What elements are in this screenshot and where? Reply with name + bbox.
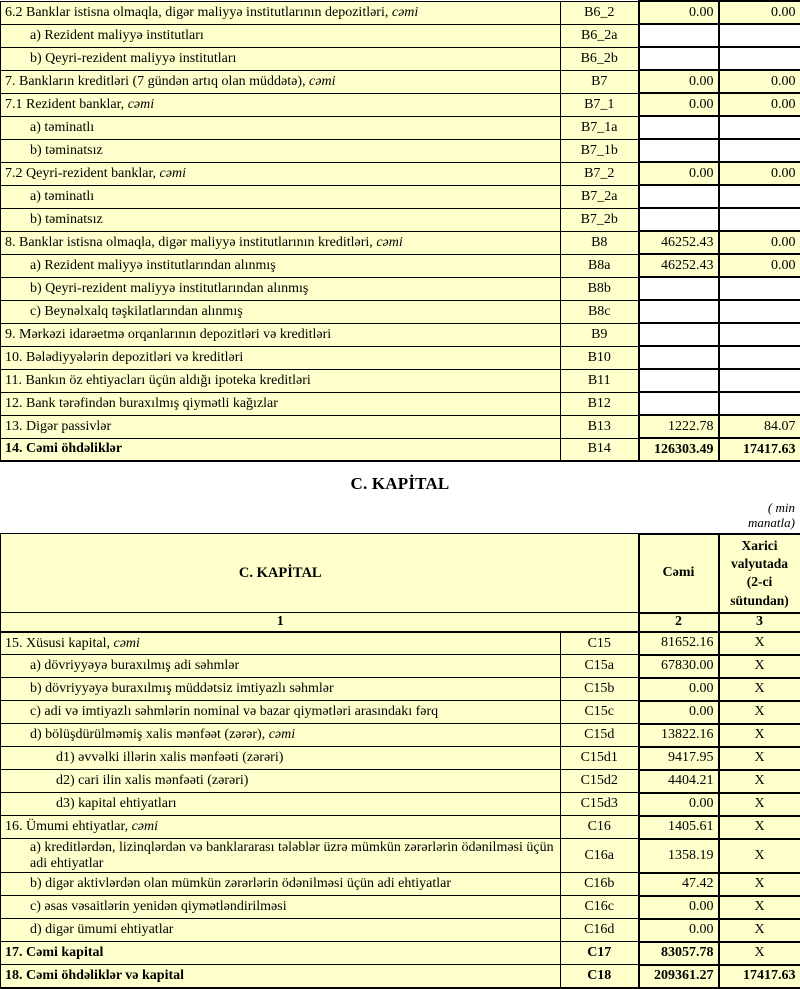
- row-foreign-currency-value: [719, 323, 800, 346]
- row-code: B8a: [561, 254, 639, 277]
- row-total-value: 9417.95: [639, 747, 719, 770]
- row-label: a) Rezident maliyyə institutları: [1, 24, 561, 47]
- unit-note-line2: manatla): [748, 514, 795, 530]
- row-foreign-currency-value: 17417.63: [719, 438, 800, 461]
- row-code: C15b: [561, 678, 639, 701]
- row-foreign-currency-value: X: [719, 770, 800, 793]
- row-label: 18. Cəmi öhdəliklər və kapital: [1, 965, 561, 988]
- row-label: 7. Bankların kreditləri (7 gündən artıq olan müddətə), cəmi: [1, 70, 561, 93]
- row-label: c) Beynəlxalq təşkilatlarından alınmış: [1, 300, 561, 323]
- row-code: B12: [561, 392, 639, 415]
- row-code: B10: [561, 346, 639, 369]
- row-code: B6_2: [561, 1, 639, 24]
- capital-header-title: C. KAPİTAL: [1, 534, 639, 613]
- row-label-italic-suffix: cəmi: [391, 4, 419, 20]
- row-total-value: 47.42: [639, 873, 719, 896]
- row-label: 12. Bank tərəfindən buraxılmış qiymətli kağızlar: [1, 392, 561, 415]
- row-code: B7_1b: [561, 139, 639, 162]
- row-code: C17: [561, 942, 639, 965]
- capital-row: [1, 701, 800, 724]
- row-total-value: 4404.21: [639, 770, 719, 793]
- row-foreign-currency-value: 0.00: [719, 70, 800, 93]
- row-label: 14. Cəmi öhdəliklər: [1, 438, 561, 461]
- capital-row: [1, 770, 800, 793]
- row-foreign-currency-value: X: [719, 747, 800, 770]
- row-code: B9: [561, 323, 639, 346]
- row-label: d) digər ümumi ehtiyatlar: [1, 919, 561, 942]
- liability-row: [1, 47, 800, 70]
- row-label: 9. Mərkəzi idarəetmə orqanlarının depozitləri və kreditləri: [1, 323, 561, 346]
- capital-row: [1, 724, 800, 747]
- row-foreign-currency-value: X: [719, 919, 800, 942]
- row-code: C16a: [561, 839, 639, 873]
- row-total-value: [639, 346, 719, 369]
- row-foreign-currency-value: [719, 392, 800, 415]
- row-label: a) dövriyyəyə buraxılmış adi səhmlər: [1, 655, 561, 678]
- liability-row: [1, 93, 800, 116]
- row-total-value: 126303.49: [639, 438, 719, 461]
- liability-row: [1, 300, 800, 323]
- capital-row: [1, 965, 800, 988]
- row-total-value: 1222.78: [639, 415, 719, 438]
- row-label: a) təminatlı: [1, 116, 561, 139]
- unit-note: [0, 501, 800, 531]
- row-foreign-currency-value: [719, 346, 800, 369]
- liability-row: [1, 277, 800, 300]
- liability-row: [1, 323, 800, 346]
- liabilities-table: [0, 0, 800, 462]
- row-label: a) təminatlı: [1, 185, 561, 208]
- row-foreign-currency-value: X: [719, 724, 800, 747]
- row-total-value: 46252.43: [639, 254, 719, 277]
- liability-row: [1, 70, 800, 93]
- row-total-value: [639, 24, 719, 47]
- row-label: a) Rezident maliyyə institutlarından alınmış: [1, 254, 561, 277]
- liability-row: [1, 185, 800, 208]
- row-total-value: [639, 300, 719, 323]
- liability-row: [1, 1, 800, 24]
- row-code: B7_2b: [561, 208, 639, 231]
- row-total-value: 81652.16: [639, 632, 719, 655]
- row-foreign-currency-value: 0.00: [719, 254, 800, 277]
- row-foreign-currency-value: [719, 47, 800, 70]
- row-code: C15d1: [561, 747, 639, 770]
- row-total-value: 0.00: [639, 919, 719, 942]
- liability-row: [1, 208, 800, 231]
- capital-row: [1, 839, 800, 873]
- row-label: b) təminatsız: [1, 139, 561, 162]
- capital-table: [0, 533, 800, 989]
- liability-row: [1, 24, 800, 47]
- row-foreign-currency-value: X: [719, 896, 800, 919]
- row-label: 16. Ümumi ehtiyatlar, cəmi: [1, 816, 561, 839]
- row-foreign-currency-value: 0.00: [719, 93, 800, 116]
- row-foreign-currency-value: X: [719, 701, 800, 724]
- row-total-value: [639, 369, 719, 392]
- row-code: C15d: [561, 724, 639, 747]
- row-code: C18: [561, 965, 639, 988]
- capital-header-row: [1, 534, 800, 613]
- row-label: b) digər aktivlərdən olan mümkün zərərlərin ödənilməsi üçün adi ehtiyatlar: [1, 873, 561, 896]
- row-total-value: 13822.16: [639, 724, 719, 747]
- row-label: 11. Bankın öz ehtiyacları üçün aldığı ipoteka kreditləri: [1, 369, 561, 392]
- row-foreign-currency-value: X: [719, 816, 800, 839]
- liability-row: [1, 438, 800, 461]
- capital-row: [1, 678, 800, 701]
- row-code: B8: [561, 231, 639, 254]
- row-foreign-currency-value: [719, 116, 800, 139]
- row-total-value: 0.00: [639, 1, 719, 24]
- row-code: C15d2: [561, 770, 639, 793]
- row-total-value: 1358.19: [639, 839, 719, 873]
- capital-row: [1, 919, 800, 942]
- column-number-3: 3: [719, 613, 800, 632]
- row-label: a) kreditlərdən, lizinqlərdən və banklararası tələblər üzrə mümkün zərərlərin ödənilməsi üçün adi ehtiyatlar: [1, 839, 561, 873]
- row-total-value: [639, 116, 719, 139]
- row-label: 7.2 Qeyri-rezident banklar, cəmi: [1, 162, 561, 185]
- row-label: b) təminatsız: [1, 208, 561, 231]
- liability-row: [1, 162, 800, 185]
- row-label: 6.2 Banklar istisna olmaqla, digər maliyyə institutlarının depozitləri, cəmi: [1, 1, 561, 24]
- row-label-italic-suffix: cəmi: [376, 234, 403, 250]
- capital-header-total: Cəmi: [639, 534, 719, 613]
- row-code: B7_1a: [561, 116, 639, 139]
- row-total-value: 0.00: [639, 162, 719, 185]
- column-number-row: [1, 613, 800, 632]
- row-code: C15a: [561, 655, 639, 678]
- row-foreign-currency-value: X: [719, 873, 800, 896]
- row-code: C16d: [561, 919, 639, 942]
- row-foreign-currency-value: [719, 208, 800, 231]
- row-foreign-currency-value: X: [719, 655, 800, 678]
- row-total-value: 0.00: [639, 793, 719, 816]
- row-label: b) Qeyri-rezident maliyyə institutları: [1, 47, 561, 70]
- liability-row: [1, 346, 800, 369]
- capital-header-foreign: Xarici valyutada (2-ci sütundan): [719, 534, 800, 613]
- row-total-value: [639, 47, 719, 70]
- row-label: 17. Cəmi kapital: [1, 942, 561, 965]
- row-total-value: [639, 208, 719, 231]
- row-total-value: 0.00: [639, 70, 719, 93]
- capital-row: [1, 942, 800, 965]
- liability-row: [1, 369, 800, 392]
- row-label: d2) cari ilin xalis mənfəəti (zərəri): [1, 770, 561, 793]
- row-code: B7_1: [561, 93, 639, 116]
- column-number-2: 2: [639, 613, 719, 632]
- row-label: 8. Banklar istisna olmaqla, digər maliyyə institutlarının kreditləri, cəmi: [1, 231, 561, 254]
- row-label: b) Qeyri-rezident maliyyə institutlarından alınmış: [1, 277, 561, 300]
- row-label-italic-suffix: cəmi: [127, 96, 155, 112]
- row-code: B8b: [561, 277, 639, 300]
- row-total-value: 1405.61: [639, 816, 719, 839]
- row-foreign-currency-value: X: [719, 632, 800, 655]
- capital-row: [1, 793, 800, 816]
- row-total-value: 83057.78: [639, 942, 719, 965]
- row-foreign-currency-value: [719, 185, 800, 208]
- row-label-italic-suffix: cəmi: [113, 635, 140, 651]
- row-code: B7_2a: [561, 185, 639, 208]
- capital-row: [1, 873, 800, 896]
- row-total-value: [639, 277, 719, 300]
- row-total-value: 0.00: [639, 896, 719, 919]
- row-code: C15c: [561, 701, 639, 724]
- row-total-value: 0.00: [639, 93, 719, 116]
- capital-row: [1, 896, 800, 919]
- row-total-value: 209361.27: [639, 965, 719, 988]
- row-total-value: 0.00: [639, 678, 719, 701]
- row-foreign-currency-value: [719, 277, 800, 300]
- row-code: C15d3: [561, 793, 639, 816]
- row-foreign-currency-value: X: [719, 839, 800, 873]
- row-code: B14: [561, 438, 639, 461]
- row-foreign-currency-value: 17417.63: [719, 965, 800, 988]
- row-total-value: 46252.43: [639, 231, 719, 254]
- row-label-italic-suffix: cəmi: [268, 727, 296, 743]
- row-label-italic-suffix: cəmi: [159, 165, 186, 181]
- row-code: B6_2b: [561, 47, 639, 70]
- row-total-value: 0.00: [639, 701, 719, 724]
- liability-row: [1, 231, 800, 254]
- row-code: C15: [561, 632, 639, 655]
- liability-row: [1, 139, 800, 162]
- row-foreign-currency-value: [719, 139, 800, 162]
- liability-row: [1, 415, 800, 438]
- row-label: d1) əvvəlki illərin xalis mənfəəti (zərəri): [1, 747, 561, 770]
- row-foreign-currency-value: X: [719, 942, 800, 965]
- row-code: B7: [561, 70, 639, 93]
- row-label: 15. Xüsusi kapital, cəmi: [1, 632, 561, 655]
- row-foreign-currency-value: X: [719, 793, 800, 816]
- row-code: C16: [561, 816, 639, 839]
- row-label: c) adi və imtiyazlı səhmlərin nominal və bazar qiymətləri arasındakı fərq: [1, 701, 561, 724]
- capital-row: [1, 655, 800, 678]
- liability-row: [1, 392, 800, 415]
- row-foreign-currency-value: 0.00: [719, 231, 800, 254]
- column-number-1: 1: [1, 613, 639, 632]
- row-foreign-currency-value: [719, 369, 800, 392]
- row-foreign-currency-value: 84.07: [719, 415, 800, 438]
- row-code: B7_2: [561, 162, 639, 185]
- row-label: 10. Bələdiyyələrin depozitləri və kreditləri: [1, 346, 561, 369]
- row-code: C16c: [561, 896, 639, 919]
- row-foreign-currency-value: 0.00: [719, 162, 800, 185]
- row-total-value: [639, 392, 719, 415]
- row-code: C16b: [561, 873, 639, 896]
- row-code: B6_2a: [561, 24, 639, 47]
- capital-row: [1, 747, 800, 770]
- row-total-value: 67830.00: [639, 655, 719, 678]
- row-code: B11: [561, 369, 639, 392]
- capital-row: [1, 632, 800, 655]
- row-label: d3) kapital ehtiyatları: [1, 793, 561, 816]
- row-label: c) əsas vəsaitlərin yenidən qiymətləndirilməsi: [1, 896, 561, 919]
- row-foreign-currency-value: [719, 300, 800, 323]
- row-label: d) bölüşdürülməmiş xalis mənfəət (zərər), cəmi: [1, 724, 561, 747]
- liability-row: [1, 116, 800, 139]
- row-code: B8c: [561, 300, 639, 323]
- row-foreign-currency-value: [719, 24, 800, 47]
- row-label: 7.1 Rezident banklar, cəmi: [1, 93, 561, 116]
- row-label: b) dövriyyəyə buraxılmış müddətsiz imtiyazlı səhmlər: [1, 678, 561, 701]
- section-c-title: C. KAPİTAL: [350, 474, 450, 493]
- row-foreign-currency-value: X: [719, 678, 800, 701]
- row-foreign-currency-value: 0.00: [719, 1, 800, 24]
- row-total-value: [639, 139, 719, 162]
- row-code: B13: [561, 415, 639, 438]
- liability-row: [1, 254, 800, 277]
- row-total-value: [639, 185, 719, 208]
- unit-note-line1: ( min: [767, 500, 795, 515]
- row-label-italic-suffix: cəmi: [309, 73, 336, 89]
- capital-row: [1, 816, 800, 839]
- row-label-italic-suffix: cəmi: [131, 819, 159, 835]
- row-label: 13. Digər passivlər: [1, 415, 561, 438]
- row-total-value: [639, 323, 719, 346]
